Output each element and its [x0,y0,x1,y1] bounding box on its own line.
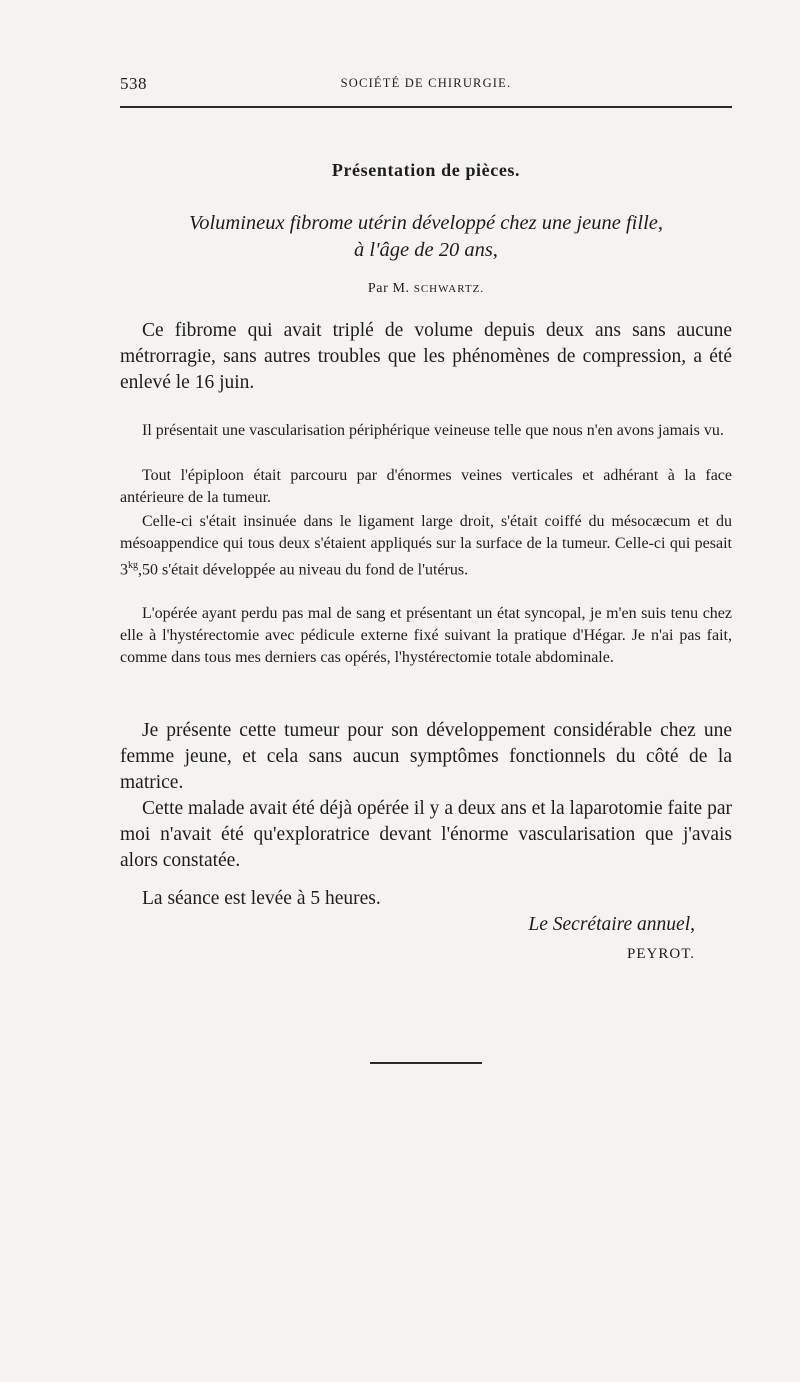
page-number: 538 [120,74,147,93]
article-title [120,210,732,264]
article-title-line-2: à l'âge de 20 ans, [354,239,498,261]
paragraph-7: Cette malade avait été déjà opérée il y a deux ans et la laparotomie faite par moi n'avait été qu'exploratrice devant l'énorme vascularisation que j'avais alors constatée. [120,798,732,871]
article-title-line-1: Volumineux fibrome utérin développé chez une jeune fille, [188,212,663,234]
paragraph-3: Tout l'épiploon était parcouru par d'énormes veines verticales et adhérant à la face antérieure de la tumeur. [120,467,732,506]
section-heading: Présentation de pièces. [331,160,521,180]
running-title: SOCIÉTÉ DE CHIRURGIE. [340,76,512,90]
paragraph-4-text-a: Celle-ci s'était insinuée dans le ligament large droit, s'était coiffé du mésocæcum et du mésoappendice qui tous deux s'étaient appliqués sur la surface de la tumeur. Celle-ci qui pesait 3 [120,513,732,579]
byline-author: SCHWARTZ. [413,283,485,295]
paragraph-1: Ce fibrome qui avait triplé de volume depuis deux ans sans aucune métrorragie, sans autres troubles que les phénomènes de compression, a été enlevé le 16 juin. [120,320,732,393]
byline [120,281,732,297]
paragraph-2: Il présentait une vascularisation périphérique veineuse telle que nous n'en avons jamais vu. [142,422,724,439]
paragraph-4-text-b: ,50 s'était développée au niveau du fond de l'utérus. [138,561,469,579]
paragraph-4 [120,511,732,581]
header-rule [120,106,732,108]
signature-name: PEYROT. [627,946,695,962]
signature-title: Le Secrétaire annuel, [528,914,695,935]
paragraph-8: La séance est levée à 5 heures. [142,888,381,909]
paragraph-5: L'opérée ayant perdu pas mal de sang et présentant un état syncopal, je m'en suis tenu chez elle à l'hystérectomie avec pédicule externe fixé suivant la pratique d'Hégar. Je n'ai pas fait, comme dans tous mes derniers cas opérés, l'hystérectomie totale abdominale. [120,605,732,666]
running-header [120,74,732,96]
weight-unit-superscript: kg [128,560,138,571]
byline-prefix: Par M. [367,281,410,296]
end-rule [370,1062,482,1064]
paragraph-6: Je présente cette tumeur pour son développement considérable chez une femme jeune, et cela sans aucun symptômes fonctionnels du côté de la matrice. [120,720,732,793]
